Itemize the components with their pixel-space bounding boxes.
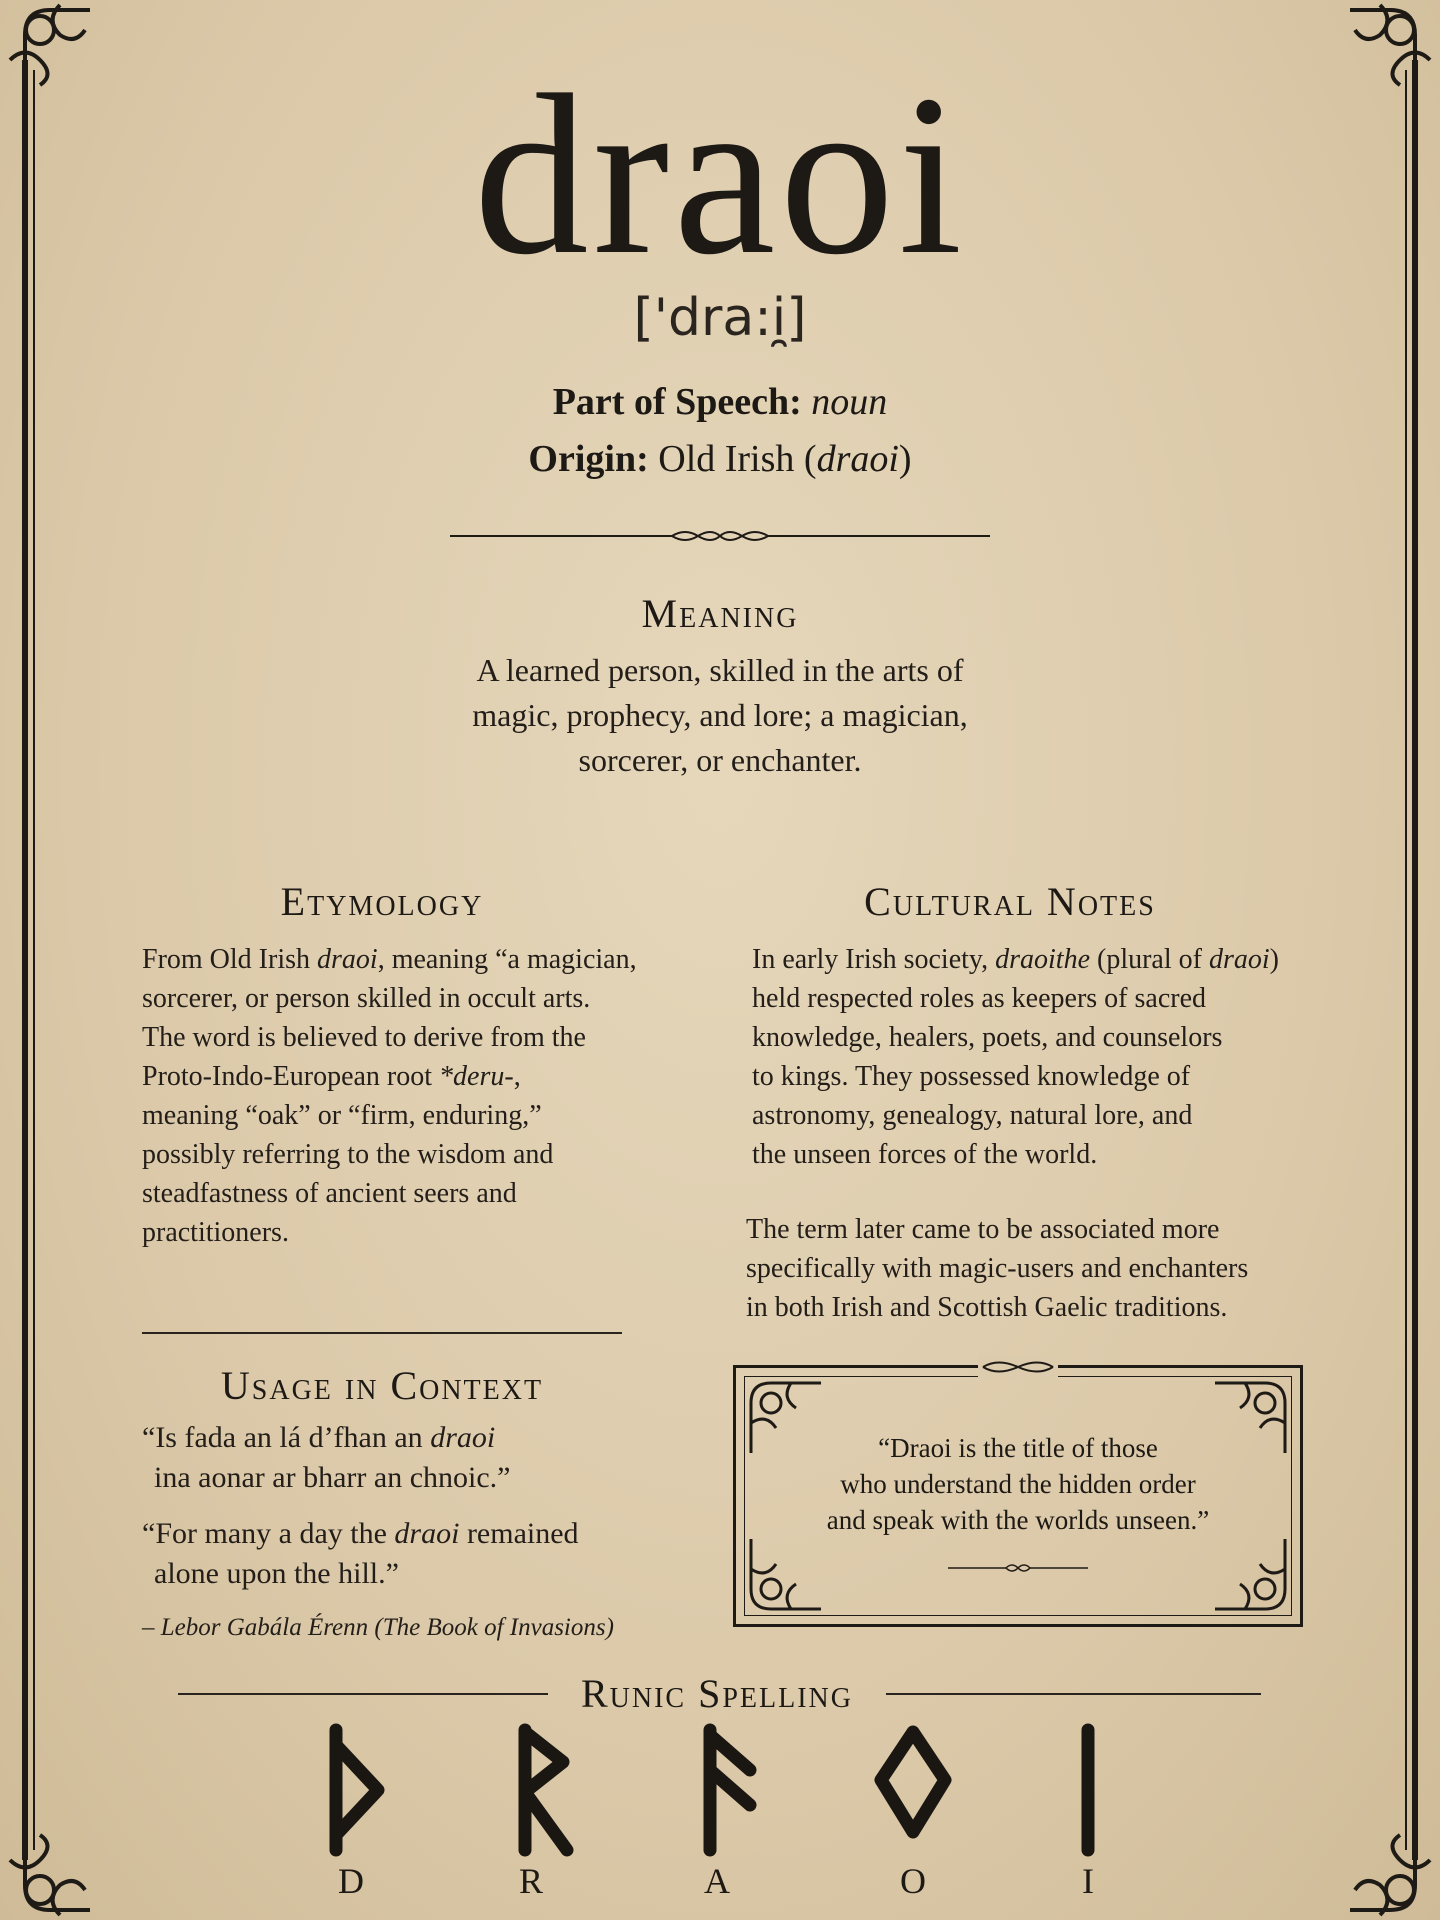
usage-english-line: alone upon the hill.” — [154, 1557, 399, 1590]
etymology-line: possibly referring to the wisdom and — [142, 1139, 554, 1170]
meaning-line: magic, prophecy, and lore; a magician, — [472, 697, 968, 733]
usage-source: – Lebor Gabála Érenn (The Book of Invasions) — [142, 1614, 614, 1641]
usage-rule — [142, 1332, 622, 1334]
cultural-notes-line: to kings. They possessed knowledge of — [752, 1061, 1191, 1092]
rune-letter-o: O — [900, 1861, 926, 1901]
origin — [0, 437, 1440, 481]
cultural-notes-line: the unseen forces of the world. — [752, 1139, 1098, 1170]
quote-box-top-flourish-icon — [978, 1356, 1058, 1378]
origin-label: Origin: — [528, 438, 649, 480]
rune-thurisaz-icon — [316, 1720, 396, 1860]
quote-box — [733, 1365, 1303, 1627]
quote-line: who understand the hidden order — [840, 1469, 1196, 1499]
cultural-notes-line: In early Irish society, draoithe (plural of draoi) — [752, 944, 1279, 975]
knot-corner-bottom-right-icon — [1210, 1534, 1290, 1614]
meaning-heading: Meaning — [641, 591, 799, 636]
runic-rule-right — [886, 1693, 1261, 1695]
headword: draoi — [473, 47, 967, 302]
cultural-notes-para-1 — [752, 940, 1312, 1174]
etymology-line: sorcerer, or person skilled in occult arts. — [142, 983, 591, 1014]
knot-corner-bottom-left-icon — [746, 1534, 826, 1614]
cultural-notes-line: knowledge, healers, poets, and counselors — [752, 1022, 1223, 1053]
rune-letter-r: R — [518, 1861, 543, 1901]
corner-ornament-bottom-right-icon — [1350, 1830, 1440, 1920]
origin-language: Old Irish ( — [658, 438, 817, 480]
rune-letter-d: D — [338, 1861, 364, 1901]
rune-othala-icon — [873, 1720, 953, 1860]
etymology-heading: Etymology — [280, 879, 484, 924]
cultural-notes-heading: Cultural Notes — [864, 879, 1156, 924]
runic-heading: Runic Spelling — [580, 1671, 853, 1716]
etymology-line: The word is believed to derive from the — [142, 1022, 586, 1053]
quote-line: “Draoi is the title of those — [878, 1433, 1158, 1463]
part-of-speech-label: Part of Speech: — [552, 381, 802, 423]
usage-english-quote — [142, 1514, 662, 1594]
cultural-notes-para-2 — [746, 1210, 1316, 1327]
origin-close: ) — [898, 438, 912, 480]
usage-irish-quote — [142, 1418, 662, 1498]
cultural-notes-line: specifically with magic-users and enchanters — [746, 1253, 1249, 1284]
etymology-line: meaning “oak” or “firm, enduring,” — [142, 1100, 542, 1131]
usage-english-line: “For many a day the draoi remained — [142, 1517, 579, 1550]
origin-word: draoi — [816, 438, 899, 480]
etymology-text — [142, 940, 662, 1252]
cultural-notes-line: held respected roles as keepers of sacred — [752, 983, 1207, 1014]
rune-letter-i: I — [1082, 1861, 1094, 1901]
part-of-speech-value: noun — [811, 381, 888, 423]
etymology-line: From Old Irish draoi, meaning “a magician, — [142, 944, 637, 975]
rune-raidho-icon — [505, 1720, 585, 1860]
etymology-line: steadfastness of ancient seers and — [142, 1178, 517, 1209]
cultural-notes-line: The term later came to be associated more — [746, 1214, 1220, 1245]
cultural-notes-line: in both Irish and Scottish Gaelic traditions. — [746, 1292, 1228, 1323]
header-divider-icon — [450, 525, 990, 547]
meaning-line: A learned person, skilled in the arts of — [476, 652, 964, 688]
corner-ornament-bottom-left-icon — [0, 1830, 90, 1920]
usage-irish-line: ina aonar ar bharr an chnoic.” — [154, 1461, 511, 1494]
meaning-line: sorcerer, or enchanter. — [578, 742, 862, 778]
etymology-line: Proto-Indo-European root *deru-, — [142, 1061, 521, 1092]
quote-line: and speak with the worlds unseen.” — [826, 1505, 1210, 1535]
rune-isa-icon — [1048, 1720, 1128, 1860]
usage-heading: Usage in Context — [220, 1363, 544, 1408]
runic-rule-left — [178, 1693, 548, 1695]
pronunciation: ['dra:i̯] — [633, 288, 807, 348]
quote-divider-icon — [948, 1560, 1088, 1576]
cultural-notes-line: astronomy, genealogy, natural lore, and — [752, 1100, 1193, 1131]
etymology-line: practitioners. — [142, 1217, 289, 1248]
rune-letter-a: A — [704, 1861, 730, 1901]
quote-text — [796, 1430, 1240, 1538]
meaning-text — [0, 648, 1440, 783]
part-of-speech — [0, 380, 1440, 424]
usage-irish-line: “Is fada an lá d’fhan an draoi — [142, 1421, 496, 1454]
rune-ansuz-icon — [690, 1720, 770, 1860]
